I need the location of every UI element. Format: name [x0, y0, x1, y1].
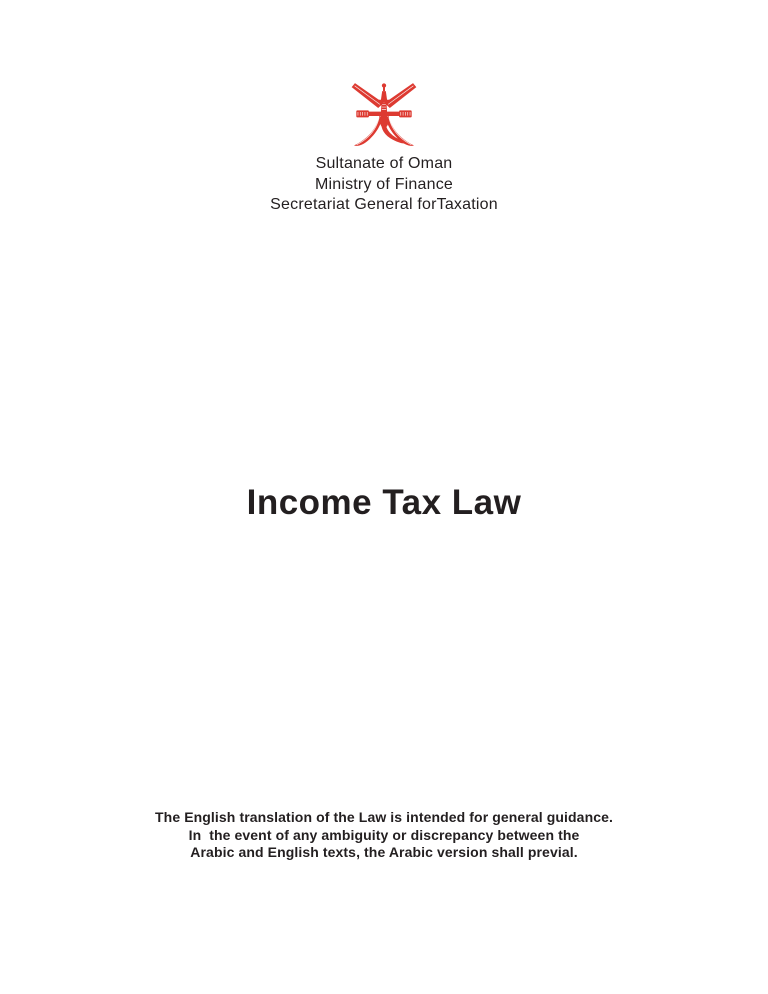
disclaimer — [0, 809, 768, 862]
emblem-container — [0, 83, 768, 148]
oman-national-emblem-icon — [350, 83, 418, 148]
org-line-secretariat: Secretariat General forTaxation — [270, 196, 498, 213]
org-line-country: Sultanate of Oman — [315, 155, 453, 172]
disclaimer-line: Arabic and English texts, the Arabic version shall previal. — [190, 844, 578, 860]
disclaimer-line: In the event of any ambiguity or discrepancy between the — [188, 826, 580, 843]
org-header — [0, 154, 768, 216]
document-title: Income Tax Law — [246, 483, 522, 522]
org-line-ministry: Ministry of Finance — [314, 175, 454, 193]
disclaimer-line: The English translation of the Law is intended for general guidance. — [155, 809, 613, 825]
